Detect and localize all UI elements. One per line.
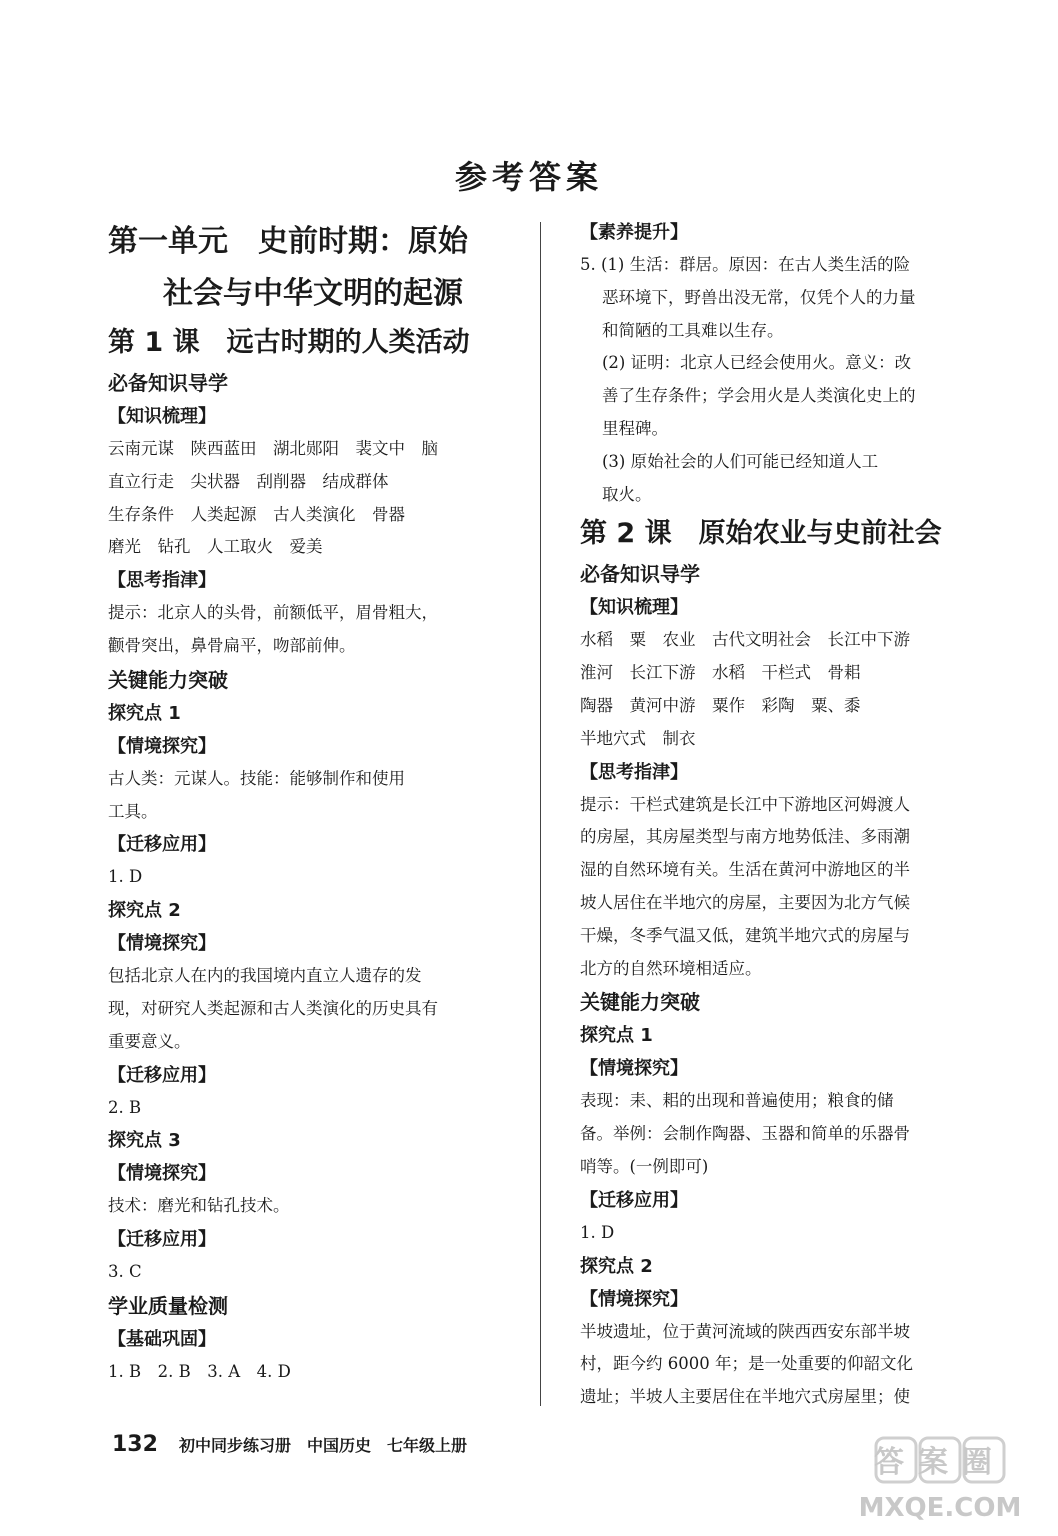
answer-line: 的房屋，其房屋类型与南方地势低洼、多雨潮 [580, 827, 910, 847]
unit-title: 第一单元 史前时期：原始 [108, 224, 468, 259]
answer-line: (2) 证明：北京人已经会使用火。意义：改 [602, 353, 912, 373]
answer-line: 表现：耒、耜的出现和普遍使用；粮食的储 [580, 1091, 894, 1111]
answer-line: (3) 原始社会的人们可能已经知道人工 [602, 451, 879, 471]
answer-line: 和简陋的工具难以生存。 [602, 320, 784, 340]
answer-line: 善了生存条件；学会用火是人类演化史上的 [602, 386, 916, 406]
lesson-title: 第 2 课 原始农业与史前社会 [580, 518, 942, 550]
subsection-heading: 【情境探究】 [580, 1288, 688, 1310]
answer-line: 里程碑。 [602, 418, 668, 438]
answer-line: 古人类：元谋人。技能：能够制作和使用 [108, 768, 405, 788]
page-footer [112, 1432, 467, 1462]
watermark-logo [858, 1436, 1022, 1526]
section-heading: 关键能力突破 [580, 990, 700, 1015]
answer-line: 北方的自然环境相适应。 [580, 958, 762, 978]
subsection-heading: 【迁移应用】 [108, 1229, 216, 1251]
answer-line: 直立行走 尖状器 刮削器 结成群体 [108, 471, 389, 491]
subsection-heading: 【素养提升】 [580, 222, 688, 243]
subsection-heading: 【迁移应用】 [108, 834, 216, 856]
page-title: 参考答案 [454, 158, 603, 196]
watermark-text: 答案圈 [874, 1445, 1006, 1480]
answer-line: 颧骨突出，鼻骨扁平，吻部前伸。 [108, 635, 356, 655]
answer-line: 提示：干栏式建筑是长江中下游地区河姆渡人 [580, 794, 910, 814]
answer-line: 磨光 钻孔 人工取火 爱美 [108, 537, 323, 557]
subsection-heading: 【思考指津】 [108, 570, 216, 592]
lesson-title: 第 1 课 远古时期的人类活动 [108, 327, 470, 358]
subsection-heading: 探究点 2 [580, 1255, 653, 1277]
subsection-heading: 探究点 1 [580, 1025, 653, 1047]
answer-line: 遗址；半坡人主要居住在半地穴式房屋里；使 [580, 1387, 910, 1407]
subsection-heading: 【知识梳理】 [580, 597, 688, 619]
answer-line: 5. (1) 生活：群居。原因：在古人类生活的险 [580, 255, 911, 274]
subsection-heading: 探究点 3 [108, 1130, 181, 1152]
subsection-heading: 【情境探究】 [108, 735, 216, 757]
answer-line: 生存条件 人类起源 古人类演化 骨器 [108, 504, 405, 524]
section-heading: 关键能力突破 [108, 667, 228, 692]
subsection-heading: 【情境探究】 [580, 1058, 688, 1080]
answer-line: 包括北京人在内的我国境内直立人遗存的发 [108, 966, 422, 986]
answer-line: 技术：磨光和钻孔技术。 [108, 1196, 290, 1216]
watermark-url: MXQE.COM [858, 1493, 1022, 1523]
answer-line: 现，对研究人类起源和古人类演化的历史具有 [108, 998, 438, 1018]
answer-line: 3. C [108, 1262, 142, 1282]
answer-line: 工具。 [108, 801, 158, 821]
unit-title: 社会与中华文明的起源 [163, 276, 463, 311]
section-heading: 必备知识导学 [108, 371, 228, 395]
section-heading: 学业质量检测 [108, 1293, 228, 1318]
subsection-heading: 【迁移应用】 [580, 1189, 688, 1211]
answer-line: 村，距今约 6000 年；是一处重要的仰韶文化 [580, 1354, 913, 1374]
answer-line: 哨等。(一例即可) [580, 1156, 709, 1176]
answer-line: 取火。 [602, 484, 652, 504]
answer-line: 1. B 2. B 3. A 4. D [108, 1361, 291, 1381]
subsection-heading: 【知识梳理】 [108, 406, 216, 427]
subsection-heading: 【迁移应用】 [108, 1064, 216, 1086]
answer-line: 1. D [108, 867, 143, 887]
column-divider [540, 222, 541, 1406]
subsection-heading: 【情境探究】 [108, 933, 216, 955]
watermark-logo-icon [858, 1436, 1022, 1526]
subsection-heading: 【基础巩固】 [108, 1328, 216, 1350]
answer-line: 陶器 黄河中游 粟作 彩陶 粟、黍 [580, 695, 861, 715]
answer-line: 干燥，冬季气温又低，建筑半地穴式的房屋与 [580, 925, 910, 945]
right-column [580, 216, 980, 1414]
section-heading: 必备知识导学 [580, 562, 700, 587]
subsection-heading: 【思考指津】 [580, 761, 688, 783]
answer-line: 云南元谋 陕西蓝田 湖北郧阳 裴文中 脑 [108, 439, 438, 458]
answer-line: 重要意义。 [108, 1031, 191, 1051]
answer-line: 坡人居住在半地穴的房屋，主要因为北方气候 [580, 892, 910, 912]
left-column [108, 216, 518, 1389]
subsection-heading: 探究点 1 [108, 702, 181, 724]
answer-line: 提示：北京人的头骨，前额低平，眉骨粗大， [108, 603, 438, 623]
answer-line: 湿的自然环境有关。生活在黄河中游地区的半 [580, 860, 910, 880]
answer-line: 淮河 长江下游 水稻 干栏式 骨耜 [580, 663, 861, 683]
answer-line: 2. B [108, 1097, 142, 1117]
footer-book-title: 初中同步练习册 中国历史 七年级上册 [179, 1436, 468, 1455]
answer-line: 恶环境下，野兽出没无常，仅凭个人的力量 [602, 287, 916, 307]
subsection-heading: 【情境探究】 [108, 1163, 216, 1185]
answer-line: 备。举例：会制作陶器、玉器和简单的乐器骨 [580, 1124, 910, 1144]
page-number: 132 [112, 1432, 158, 1457]
subsection-heading: 探究点 2 [108, 900, 181, 922]
answer-line: 半坡遗址，位于黄河流域的陕西西安东部半坡 [580, 1321, 910, 1341]
answer-line: 半地穴式 制衣 [580, 728, 696, 748]
answer-line: 水稻 粟 农业 古代文明社会 长江中下游 [580, 630, 910, 650]
answer-line: 1. D [580, 1222, 615, 1242]
